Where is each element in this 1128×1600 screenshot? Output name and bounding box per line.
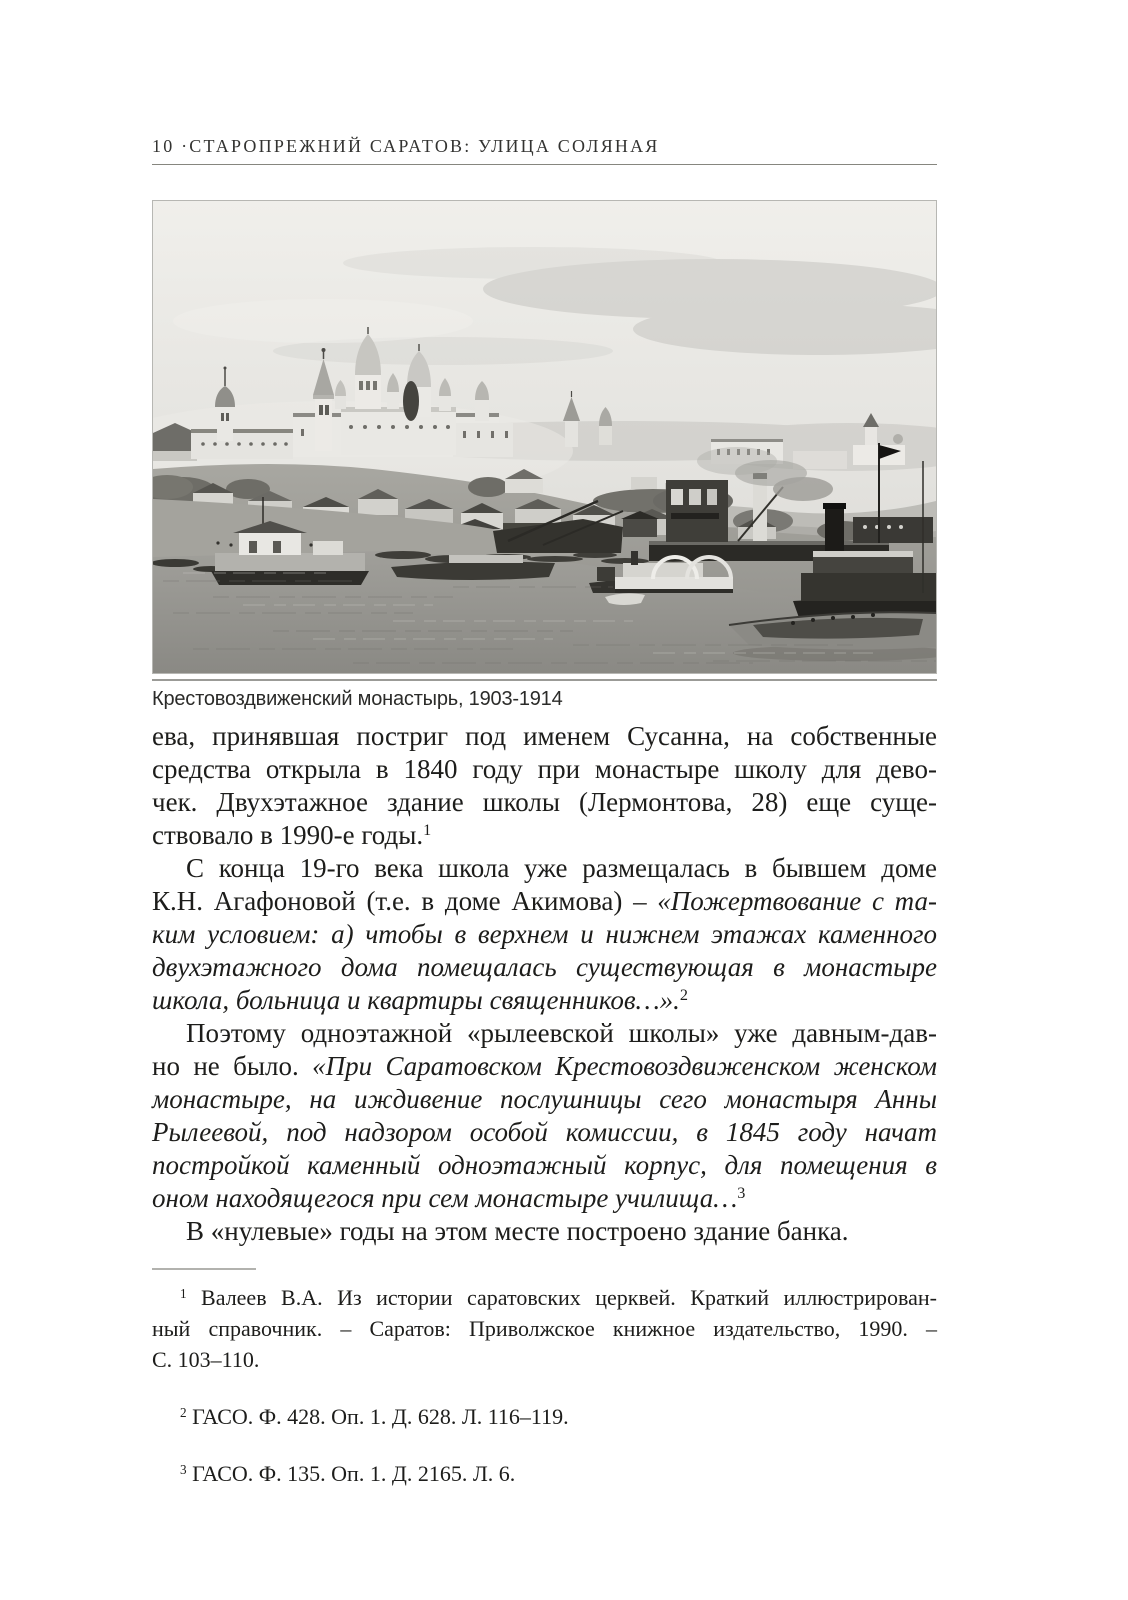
photo-frame bbox=[152, 200, 937, 674]
body-text-line bbox=[152, 852, 937, 885]
text-segment: Рылеевой, под надзором особой комиссии, в 1845 году начат bbox=[152, 1117, 937, 1147]
body-text-line bbox=[152, 885, 937, 918]
footnote-reference: 2 bbox=[180, 1404, 187, 1420]
photo-rule bbox=[152, 679, 937, 681]
paragraph bbox=[152, 1458, 937, 1489]
footnote-line bbox=[152, 1344, 937, 1375]
text-segment: постройкой каменный одноэтажный корпус, для помещения в bbox=[152, 1150, 937, 1180]
body-text-line bbox=[152, 1182, 937, 1215]
footnote-line bbox=[152, 1401, 937, 1432]
body-text-line bbox=[152, 1017, 937, 1050]
monastery-photo bbox=[153, 201, 936, 673]
photo-figure bbox=[152, 200, 937, 711]
footnote-line bbox=[152, 1282, 937, 1313]
paragraph bbox=[152, 1401, 937, 1432]
text-segment: средства открыла в 1840 году при монастыре школу для дево- bbox=[152, 754, 937, 784]
footnote-line bbox=[152, 1458, 937, 1489]
paragraph bbox=[152, 1017, 937, 1215]
footnote-reference: 1 bbox=[180, 1285, 187, 1301]
running-header bbox=[152, 136, 937, 157]
body-text bbox=[152, 720, 937, 1248]
footnote-reference: 1 bbox=[423, 821, 432, 840]
footnote-reference: 3 bbox=[180, 1461, 187, 1477]
text-segment: «Пожертвование с та- bbox=[657, 886, 938, 916]
text-segment: Поэтому одноэтажной «рылеевской школы» уже давным-дав- bbox=[186, 1018, 937, 1048]
text-segment: Валеев В.А. Из истории саратовских церквей. Краткий иллюстрирован- bbox=[186, 1285, 937, 1310]
body-text-line bbox=[152, 984, 937, 1017]
footnote-separator bbox=[152, 1268, 256, 1270]
body-text-line bbox=[152, 1116, 937, 1149]
text-segment: чек. Двухэтажное здание школы (Лермонтова, 28) еще суще- bbox=[152, 787, 937, 817]
text-segment: школа, больница и квартиры священников…». bbox=[152, 985, 680, 1015]
body-text-line bbox=[152, 786, 937, 819]
text-segment: «При Саратовском Крестовоздвиженском женском bbox=[312, 1051, 937, 1081]
text-segment: ева, принявшая постриг под именем Сусанна, на собственные bbox=[152, 721, 937, 751]
text-segment: ствовало в 1990-е годы. bbox=[152, 820, 424, 850]
footnotes bbox=[152, 1282, 937, 1489]
paragraph bbox=[152, 720, 937, 852]
paragraph bbox=[152, 852, 937, 1017]
paragraph bbox=[152, 1282, 937, 1375]
body-text-line bbox=[152, 951, 937, 984]
text-segment: С конца 19-го века школа уже размещалась в бывшем доме bbox=[186, 853, 937, 883]
text-segment: оном находящегося при сем монастыре училища… bbox=[152, 1183, 738, 1213]
footnote-reference: 3 bbox=[737, 1184, 746, 1203]
text-segment: но не было. bbox=[152, 1051, 313, 1081]
text-segment: ким условием: а) чтобы в верхнем и нижнем этажах каменного bbox=[152, 919, 937, 949]
body-text-line bbox=[152, 1083, 937, 1116]
text-segment: двухэтажного дома помещалась существующая в монастыре bbox=[152, 952, 937, 982]
body-text-line bbox=[152, 753, 937, 786]
body-text-line bbox=[152, 1050, 937, 1083]
body-text-line bbox=[152, 819, 937, 852]
body-text-line bbox=[152, 1215, 937, 1248]
paragraph bbox=[152, 1215, 937, 1248]
photo-caption: Крестовоздвиженский монастырь, 1903-1914 bbox=[152, 688, 563, 710]
footnote-reference: 2 bbox=[679, 986, 688, 1005]
text-segment: ГАСО. Ф. 135. Оп. 1. Д. 2165. Л. 6. bbox=[186, 1461, 516, 1486]
body-text-line bbox=[152, 918, 937, 951]
text-segment: ГАСО. Ф. 428. Оп. 1. Д. 628. Л. 116–119. bbox=[186, 1404, 569, 1429]
footnote-line bbox=[152, 1313, 937, 1344]
body-text-line bbox=[152, 1149, 937, 1182]
text-segment: ный справочник. – Саратов: Приволжское книжное издательство, 1990. – bbox=[152, 1316, 937, 1341]
page-content bbox=[152, 136, 937, 1515]
header-rule bbox=[152, 164, 937, 165]
text-segment: С. 103–110. bbox=[152, 1347, 260, 1372]
body-text-line bbox=[152, 720, 937, 753]
text-segment: монастыре, на иждивение послушницы сего монастыря Анны bbox=[152, 1084, 937, 1114]
text-segment: В «нулевые» годы на этом месте построено здание банка. bbox=[186, 1216, 849, 1246]
text-segment: К.Н. Агафоновой (т.е. в доме Акимова) – bbox=[152, 886, 658, 916]
running-header-text: 10 ·СТАРОПРЕЖНИЙ САРАТОВ: УЛИЦА СОЛЯНАЯ bbox=[152, 136, 660, 156]
